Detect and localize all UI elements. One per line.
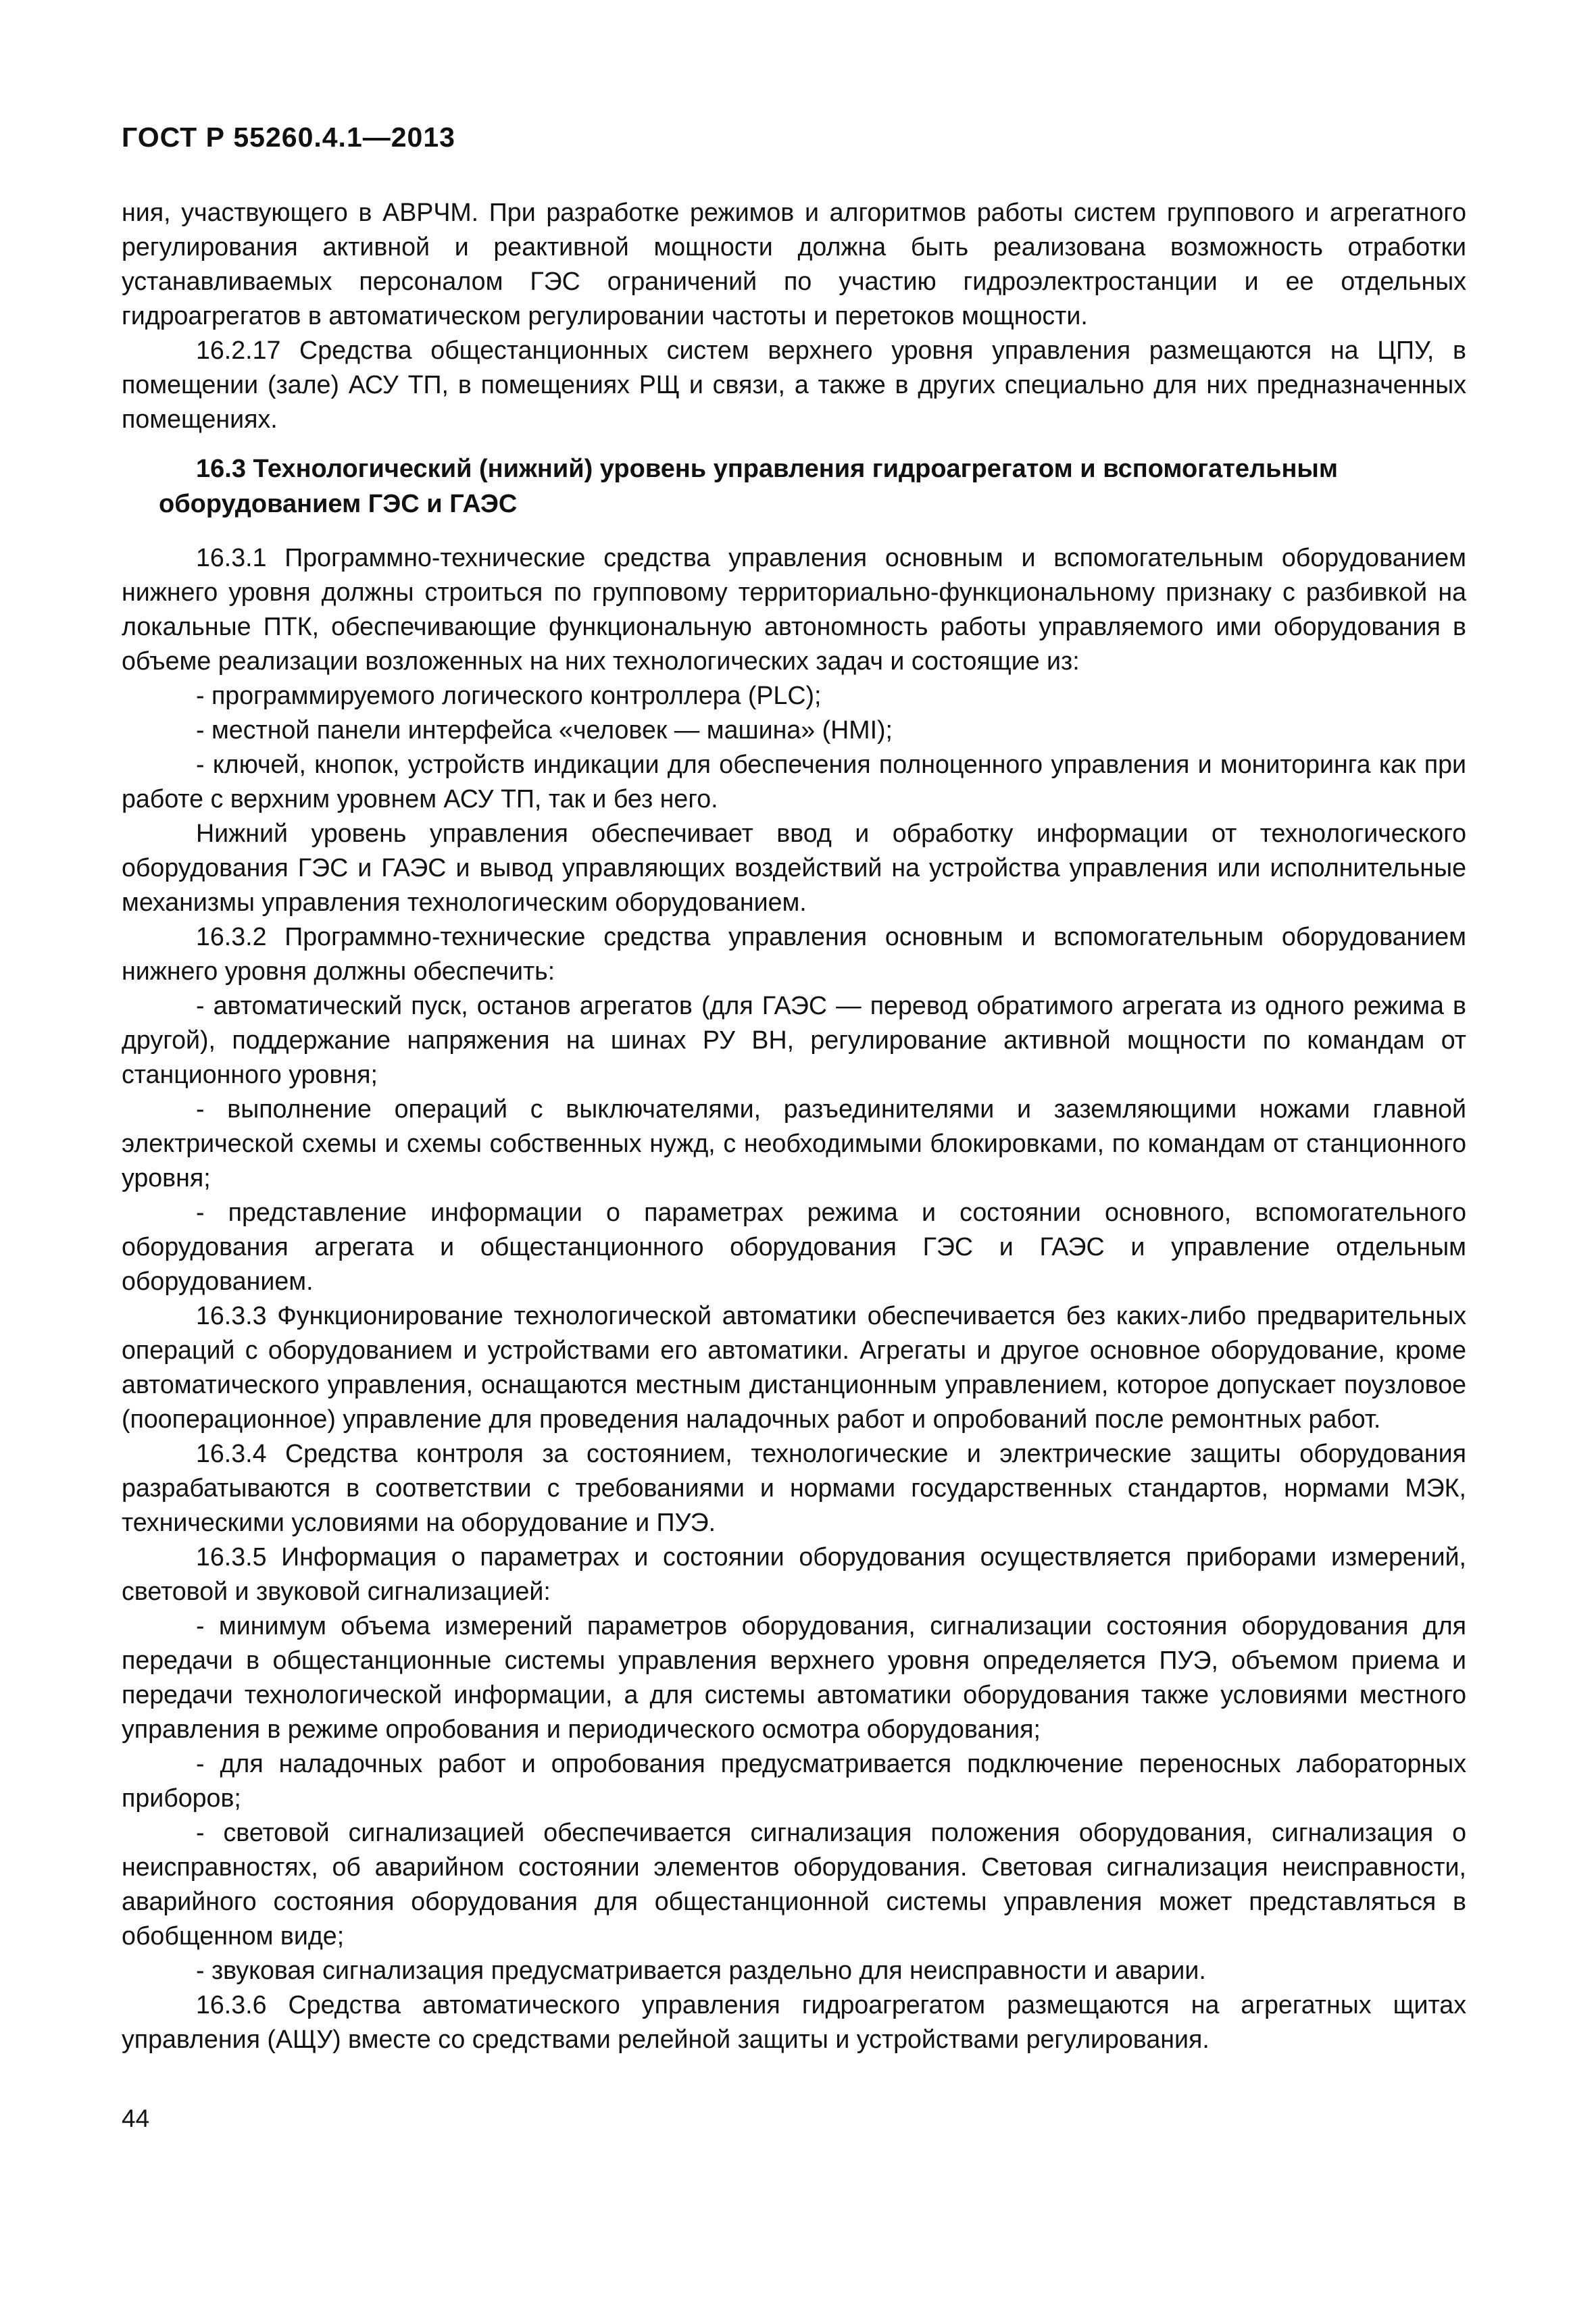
- document-page: [122, 122, 1466, 2057]
- paragraph-16-3-4: 16.3.4 Средства контроля за состоянием, технологические и электрические защиты оборудования разрабатываются в соответствии с требованиями и нормами государственных стандартов, нормами МЭК, техническими условиями на оборудование и ПУЭ.: [122, 1439, 1466, 1536]
- paragraph-16-3-5: 16.3.5 Информация о параметрах и состоянии оборудования осуществляется приборами измерений, световой и звуковой сигнализацией:: [122, 1542, 1466, 1605]
- list-item-information: - представление информации о параметрах режима и состоянии основного, вспомогательного оборудования агрегата и общестанционного оборудования ГЭС и ГАЭС и управление отдельным оборудованием.: [122, 1198, 1466, 1295]
- list-item-switch-operations: - выполнение операций с выключателями, разъединителями и заземляющими ножами главной электрической схемы и схемы собственных нужд, с необходимыми блокировками, по командам от станционного уровня;: [122, 1095, 1466, 1192]
- list-item-measurements: - минимум объема измерений параметров оборудования, сигнализации состояния оборудования для передачи в общестанционные системы управления верхнего уровня определяется ПУЭ, объемом приема и передачи технологической информации, а для системы автоматики оборудования также условиями местного управления в режиме опробования и периодического осмотра оборудования;: [122, 1611, 1466, 1743]
- paragraph-16-3-2: 16.3.2 Программно-технические средства управления основным и вспомогательным оборудованием нижнего уровня должны обеспечить:: [122, 922, 1466, 985]
- list-item-light-signaling: - световой сигнализацией обеспечивается сигнализация положения оборудования, сигнализация о неисправностях, об аварийном состоянии элементов оборудования. Световая сигнализация неисправности, аварийного состояния оборудования для общестанционной системы управления может представляться в обобщенном виде;: [122, 1818, 1466, 1950]
- paragraph-lower-level: Нижний уровень управления обеспечивает ввод и обработку информации от технологического оборудования ГЭС и ГАЭС и вывод управляющих воздействий на устройства управления или исполнительные механизмы управления технологическим оборудованием.: [122, 819, 1466, 916]
- paragraph-continuation: ния, участвующего в АВРЧМ. При разработке режимов и алгоритмов работы систем группового и агрегатного регулирования активной и реактивной мощности должна быть реализована возможность отработки устанавливаемых персоналом ГЭС ограничений по участию гидроэлектростанции и ее отдельных гидроагрегатов в автоматическом регулировании частоты и перетоков мощности.: [122, 198, 1466, 330]
- paragraph-16-3-6: 16.3.6 Средства автоматического управления гидроагрегатом размещаются на агрегатных щитах управления (АЩУ) вместе со средствами релейной защиты и устройствами регулирования.: [122, 1990, 1466, 2053]
- page-number: 44: [122, 2105, 150, 2132]
- list-item-auto-start: - автоматический пуск, останов агрегатов (для ГАЭС — перевод обратимого агрегата из одного режима в другой), поддержание напряжения на шинах РУ ВН, регулирование активной мощности по командам от станционного уровня;: [122, 991, 1466, 1088]
- list-item-lab-instruments: - для наладочных работ и опробования предусматривается подключение переносных лабораторных приборов;: [122, 1749, 1466, 1812]
- list-item-sound-signaling: - звуковая сигнализация предусматривается раздельно для неисправности и аварии.: [196, 1956, 1206, 1984]
- list-item-keys-buttons: - ключей, кнопок, устройств индикации для обеспечения полноценного управления и мониторинга как при работе с верхним уровнем АСУ ТП, так и без него.: [122, 750, 1466, 813]
- section-heading-16-3: 16.3 Технологический (нижний) уровень управления гидроагрегатом и вспомогательным оборудованием ГЭС и ГАЭС: [159, 455, 1338, 518]
- list-item-hmi: - местной панели интерфейса «человек — машина» (HMI);: [196, 715, 893, 744]
- list-item-plc: - программируемого логического контроллера (PLC);: [196, 681, 822, 709]
- paragraph-16-3-3: 16.3.3 Функционирование технологической автоматики обеспечивается без каких-либо предварительных операций с оборудованием и устройствами его автоматики. Агрегаты и другое основное оборудование, кроме автоматического управления, оснащаются местным дистанционным управлением, которое допускает поузловое (пооперационное) управление для проведения наладочных работ и опробований после ремонтных работ.: [122, 1301, 1466, 1433]
- paragraph-16-3-1: 16.3.1 Программно-технические средства управления основным и вспомогательным оборудованием нижнего уровня должны строиться по групповому территориально-функциональному признаку с разбивкой на локальные ПТК, обеспечивающие функциональную автономность работы управляемого ими оборудования в объеме реализации возложенных на них технологических задач и состоящие из:: [122, 543, 1466, 675]
- document-code-header: ГОСТ Р 55260.4.1—2013: [122, 122, 455, 153]
- paragraph-16-2-17: 16.2.17 Средства общестанционных систем верхнего уровня управления размещаются на ЦПУ, в помещении (зале) АСУ ТП, в помещениях РЩ и связи, а также в других специально для них предназначенных помещениях.: [122, 336, 1466, 433]
